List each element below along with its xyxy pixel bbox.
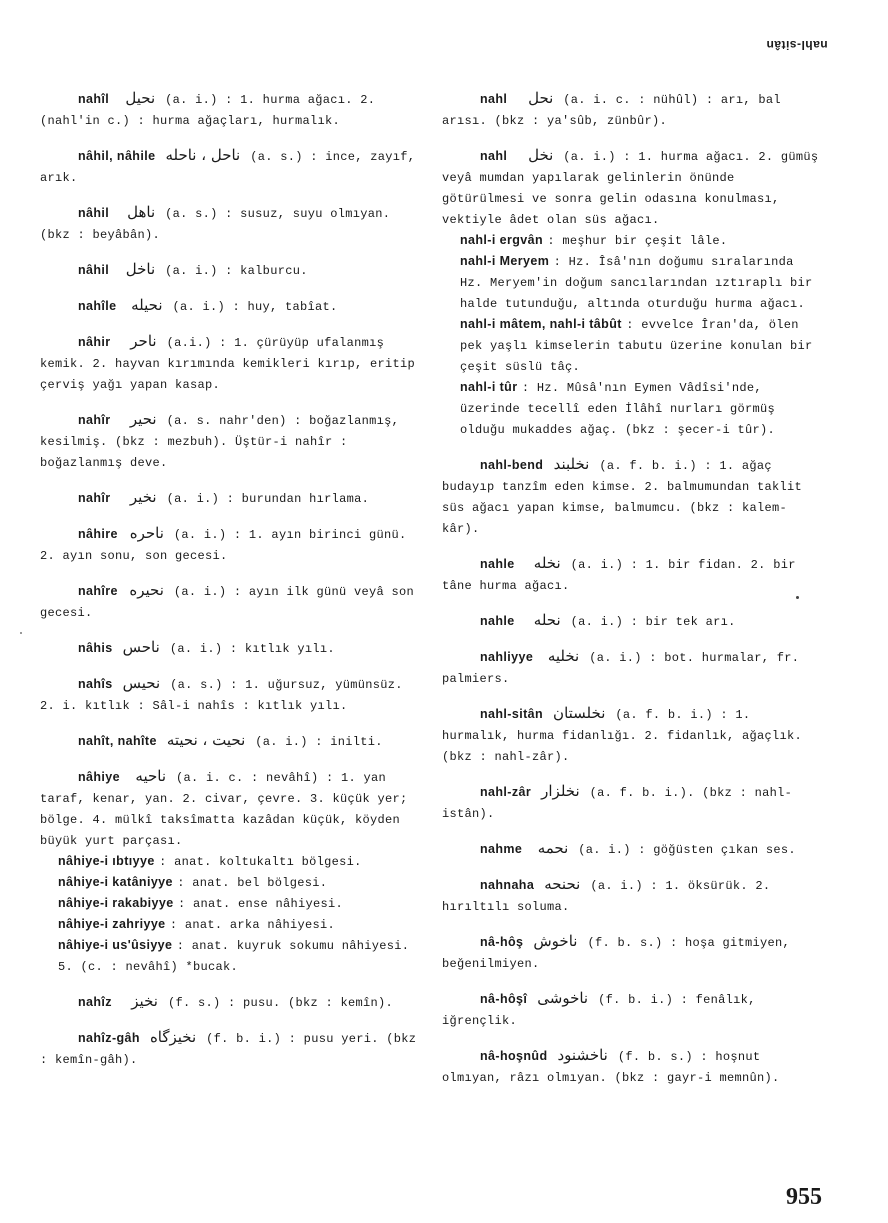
entry-arabic-script: ناحره: [129, 524, 164, 542]
dictionary-entry: [40, 673, 418, 716]
entry-headword: nahl-i mâtem, nahl-i tâbût: [460, 317, 622, 331]
entry-arabic-script: ناحل ، ناحله: [165, 146, 241, 164]
entry-headword: nahîs: [78, 677, 113, 691]
dictionary-entry: [40, 637, 418, 659]
entry-headword: nahl: [480, 149, 508, 163]
entry-headword: nahl-i Meryem: [460, 254, 550, 268]
dictionary-entry: [442, 454, 820, 539]
dictionary-entry: [442, 230, 820, 251]
entry-arabic-script: ناخوشى: [537, 989, 589, 1007]
entry-definition: : anat. koltukaltı bölgesi.: [159, 855, 362, 869]
margin-mark: [20, 632, 22, 634]
entry-definition: (a. i.) : 1. öksürük. 2. hırıltılı soluma.: [442, 879, 771, 914]
dictionary-entry: [40, 872, 418, 893]
entry-headword: nahîz: [78, 995, 112, 1009]
right-column: [442, 88, 820, 1102]
entry-arabic-script: نحيل: [125, 89, 156, 107]
entry-headword: nahle: [480, 614, 515, 628]
dictionary-entry: [40, 88, 418, 131]
entry-arabic-script: نخلبند: [553, 455, 590, 473]
entry-headword: nahîz-gâh: [78, 1031, 140, 1045]
entry-headword: nâhiye: [78, 770, 120, 784]
dictionary-entry: [40, 851, 418, 872]
entry-headword: nâhil: [78, 263, 110, 277]
entry-definition: (a. i.) : 1. hurma ağacı. 2. (nahl'in c.) : hurma ağaçları, hurmalık.: [40, 93, 376, 128]
entry-definition: (f. s.) : pusu. (bkz : kemîn).: [167, 996, 393, 1010]
entry-arabic-script: ناخوش: [533, 932, 578, 950]
dictionary-entry: [442, 251, 820, 314]
dictionary-entry: [442, 703, 820, 767]
entry-definition: (a. i.) : göğüsten çıkan ses.: [578, 843, 796, 857]
entry-headword: nahîre: [78, 584, 118, 598]
entry-arabic-script: نخلستان: [553, 704, 606, 722]
entry-headword: nahl-bend: [480, 458, 544, 472]
dictionary-entry: [40, 331, 418, 395]
dictionary-entry: [40, 523, 418, 566]
dictionary-entry: [40, 487, 418, 509]
entry-definition: (a. i.) : 1. bir fidan. 2. bir tâne hurma ağacı.: [442, 558, 796, 593]
entry-headword: nahîr: [78, 413, 111, 427]
entry-definition: : meşhur bir çeşit lâle.: [547, 234, 728, 248]
entry-headword: nahliyye: [480, 650, 534, 664]
dictionary-entry: [442, 874, 820, 917]
entry-definition: : evvelce Îran'da, ölen pek yaşlı kimselerin tabutu üzerine konulan bir çeşit süslü tâç.: [460, 318, 813, 374]
entry-arabic-script: ناهل: [127, 203, 156, 221]
dictionary-entry: [40, 259, 418, 281]
entry-arabic-script: نحنحه: [544, 875, 581, 893]
entry-headword: nahîl: [78, 92, 110, 106]
entry-headword: nâhiye-i zahriyye: [58, 917, 166, 931]
entry-arabic-script: نخليه: [547, 647, 580, 665]
entry-headword: nahme: [480, 842, 523, 856]
entry-definition: : anat. kuyruk sokumu nâhiyesi. 5. (c. : nevâhî) *bucak.: [58, 939, 410, 974]
entry-arabic-script: نخلزار: [541, 782, 580, 800]
dictionary-entry: [442, 314, 820, 377]
entry-headword: nâhiye-i ıbtıyye: [58, 854, 155, 868]
entry-arabic-script: نخله: [533, 554, 561, 572]
entry-headword: nâhire: [78, 527, 118, 541]
entry-definition: (f. b. i.) : pusu yeri. (bkz : kemîn-gâh).: [40, 1032, 417, 1067]
entry-headword: nâhil, nâhile: [78, 149, 156, 163]
entry-arabic-script: نحل: [528, 89, 554, 107]
entry-arabic-script: ناحس: [122, 638, 160, 656]
entry-definition: (a. i.) : 1. hurma ağacı. 2. gümüş veyâ mumdan yapılarak gelinlerin önünde götürülmesi ve sonra gelin odasına konulması, vektiyle âdet olan süs ağacı.: [442, 150, 819, 227]
entry-arabic-script: نخيز: [131, 992, 158, 1010]
dictionary-entry: [40, 914, 418, 935]
entry-headword: nahl-zâr: [480, 785, 532, 799]
entry-definition: : Hz. Îsâ'nın doğumu sıralarında Hz. Meryem'in doğum sancılarından ıztıraplı bir halde tutunduğu, altında oturduğu hurma ağacı.: [460, 255, 813, 311]
entry-headword: nâhir: [78, 335, 111, 349]
entry-headword: nahl-i ergvân: [460, 233, 543, 247]
entry-headword: nahle: [480, 557, 515, 571]
dictionary-entry: [40, 295, 418, 317]
dictionary-entry: [442, 781, 820, 824]
entry-headword: nâhil: [78, 206, 110, 220]
dictionary-entry: [442, 1045, 820, 1088]
entry-definition: (f. b. s.) : hoşnut olmıyan, râzı olmıyan. (bkz : gayr-i memnûn).: [442, 1050, 780, 1085]
entry-definition: (a. i.) : inilti.: [255, 735, 383, 749]
entry-headword: nahît, nahîte: [78, 734, 157, 748]
dictionary-entry: [40, 409, 418, 473]
dictionary-entry: [442, 88, 820, 131]
entry-headword: nâhiye-i katâniyye: [58, 875, 173, 889]
running-header: nahl-sitân: [766, 38, 828, 52]
dictionary-entry: [40, 145, 418, 188]
entry-arabic-script: نحمه: [537, 839, 569, 857]
entry-headword: nâhiye-i rakabiyye: [58, 896, 174, 910]
entry-definition: (a. i.) : huy, tabîat.: [172, 300, 338, 314]
entry-definition: (a. i.) : bir tek arı.: [570, 615, 736, 629]
dictionary-entry: [442, 646, 820, 689]
entry-headword: nâhiye-i us'ûsiyye: [58, 938, 173, 952]
entry-headword: nâ-hoşnûd: [480, 1049, 548, 1063]
entry-definition: : anat. arka nâhiyesi.: [169, 918, 335, 932]
dictionary-entry: [442, 553, 820, 596]
entry-arabic-script: ناخل: [125, 260, 156, 278]
entry-definition: (a. i.) : 1. ayın birinci günü. 2. ayın sonu, son gecesi.: [40, 528, 407, 563]
entry-arabic-script: نخيزگاه: [149, 1028, 197, 1046]
entry-headword: nahl: [480, 92, 508, 106]
entry-headword: nahîle: [78, 299, 117, 313]
dictionary-entry: [40, 893, 418, 914]
dictionary-entry: [40, 991, 418, 1013]
entry-arabic-script: نخير: [129, 488, 157, 506]
entry-definition: (a. s.) : 1. uğursuz, yümünsüz. 2. i. kıtlık : Sâl-i nahîs : kıtlık yılı.: [40, 678, 403, 713]
entry-definition: (a. i.) : kıtlık yılı.: [169, 642, 335, 656]
entry-definition: (a. i.) : ayın ilk günü veyâ son gecesi.: [40, 585, 414, 620]
entry-arabic-script: نحيس: [122, 674, 161, 692]
dictionary-entry: [442, 377, 820, 440]
entry-definition: (a. i.) : bot. hurmalar, fr. palmiers.: [442, 651, 800, 686]
entry-arabic-script: نحير: [129, 410, 157, 428]
entry-definition: : Hz. Mûsâ'nın Eymen Vâdîsi'nde, üzerinde tecellî eden İlâhî nurları görmüş olduğu mukaddes ağaç. (bkz : şecer-i tûr).: [460, 381, 776, 437]
entry-definition: : anat. bel bölgesi.: [177, 876, 328, 890]
entry-headword: nâ-hôş: [480, 935, 524, 949]
entry-definition: (a. f. b. i.) : 1. hurmalık, hurma fidanlığı. 2. fidanlık, ağaçlık. (bkz : nahl-zâr).: [442, 708, 803, 764]
entry-arabic-script: نحيله: [131, 296, 163, 314]
entry-headword: nahîr: [78, 491, 111, 505]
entry-arabic-script: ناخشنود: [557, 1046, 608, 1064]
dictionary-entry: [442, 145, 820, 230]
entry-definition: (a. s. nahr'den) : boğazlanmış, kesilmiş. (bkz : mezbuh). Üştür-i nahîr : boğazlanmış deve.: [40, 414, 400, 470]
entry-definition: (a. i.) : burundan hırlama.: [166, 492, 370, 506]
ink-dot: [796, 596, 799, 599]
dictionary-entry: [40, 580, 418, 623]
entry-definition: (f. b. s.) : hoşa gitmiyen, beğenilmiyen.: [442, 936, 790, 971]
dictionary-entry: [442, 838, 820, 860]
page-number: 955: [786, 1184, 822, 1210]
entry-definition: (a. f. b. i.). (bkz : nahl-istân).: [442, 786, 793, 821]
dictionary-entry: [40, 1027, 418, 1070]
entry-headword: nâ-hôşî: [480, 992, 528, 1006]
entry-definition: (f. b. i.) : fenâlık, iğrençlik.: [442, 993, 756, 1028]
entry-arabic-script: ناحر: [130, 332, 157, 350]
entry-headword: nahl-sitân: [480, 707, 544, 721]
dictionary-entry: [442, 610, 820, 632]
entry-arabic-script: نحيت ، نحيته: [166, 731, 246, 749]
dictionary-entry: [40, 730, 418, 752]
dictionary-entry: [40, 935, 418, 977]
entry-definition: (a. i.) : kalburcu.: [165, 264, 308, 278]
entry-definition: (a. f. b. i.) : 1. ağaç budayıp tanzîm eden kimse. 2. balmumundan taklit süs ağacı yapan kimse, balmumcu. (bkz : kalem-kâr).: [442, 459, 803, 536]
entry-arabic-script: نحيره: [129, 581, 164, 599]
dictionary-entry: [40, 766, 418, 851]
entry-headword: nahl-i tûr: [460, 380, 518, 394]
entry-definition: (a. i. c. : nevâhî) : 1. yan taraf, kenar, yan. 2. civar, çevre. 3. küçük yer; bölge. 4. mülkî taksîmatta kazâdan küçük, köyden büyük yurt parçası.: [40, 771, 408, 848]
entry-definition: (a. i. c. : nühûl) : arı, bal arısı. (bkz : ya'sûb, zünbûr).: [442, 93, 781, 128]
entry-definition: (a. s.) : susuz, suyu olmıyan. (bkz : beyâbân).: [40, 207, 391, 242]
dictionary-entry: [40, 202, 418, 245]
dictionary-entry: [442, 988, 820, 1031]
entry-definition: : anat. ense nâhiyesi.: [177, 897, 343, 911]
left-column: [40, 88, 418, 1084]
entry-headword: nâhis: [78, 641, 113, 655]
entry-definition: (a. s.) : ince, zayıf, arık.: [40, 150, 416, 185]
entry-arabic-script: ناحيه: [135, 767, 166, 785]
dictionary-entry: [442, 931, 820, 974]
entry-arabic-script: نحله: [533, 611, 561, 629]
entry-definition: (a.i.) : 1. çürüyüp ufalanmış kemik. 2. hayvan kırımında kemikleri kırıp, eritip çerviş yağı yapan kasap.: [40, 336, 416, 392]
entry-arabic-script: نخل: [528, 146, 554, 164]
entry-headword: nahnaha: [480, 878, 535, 892]
